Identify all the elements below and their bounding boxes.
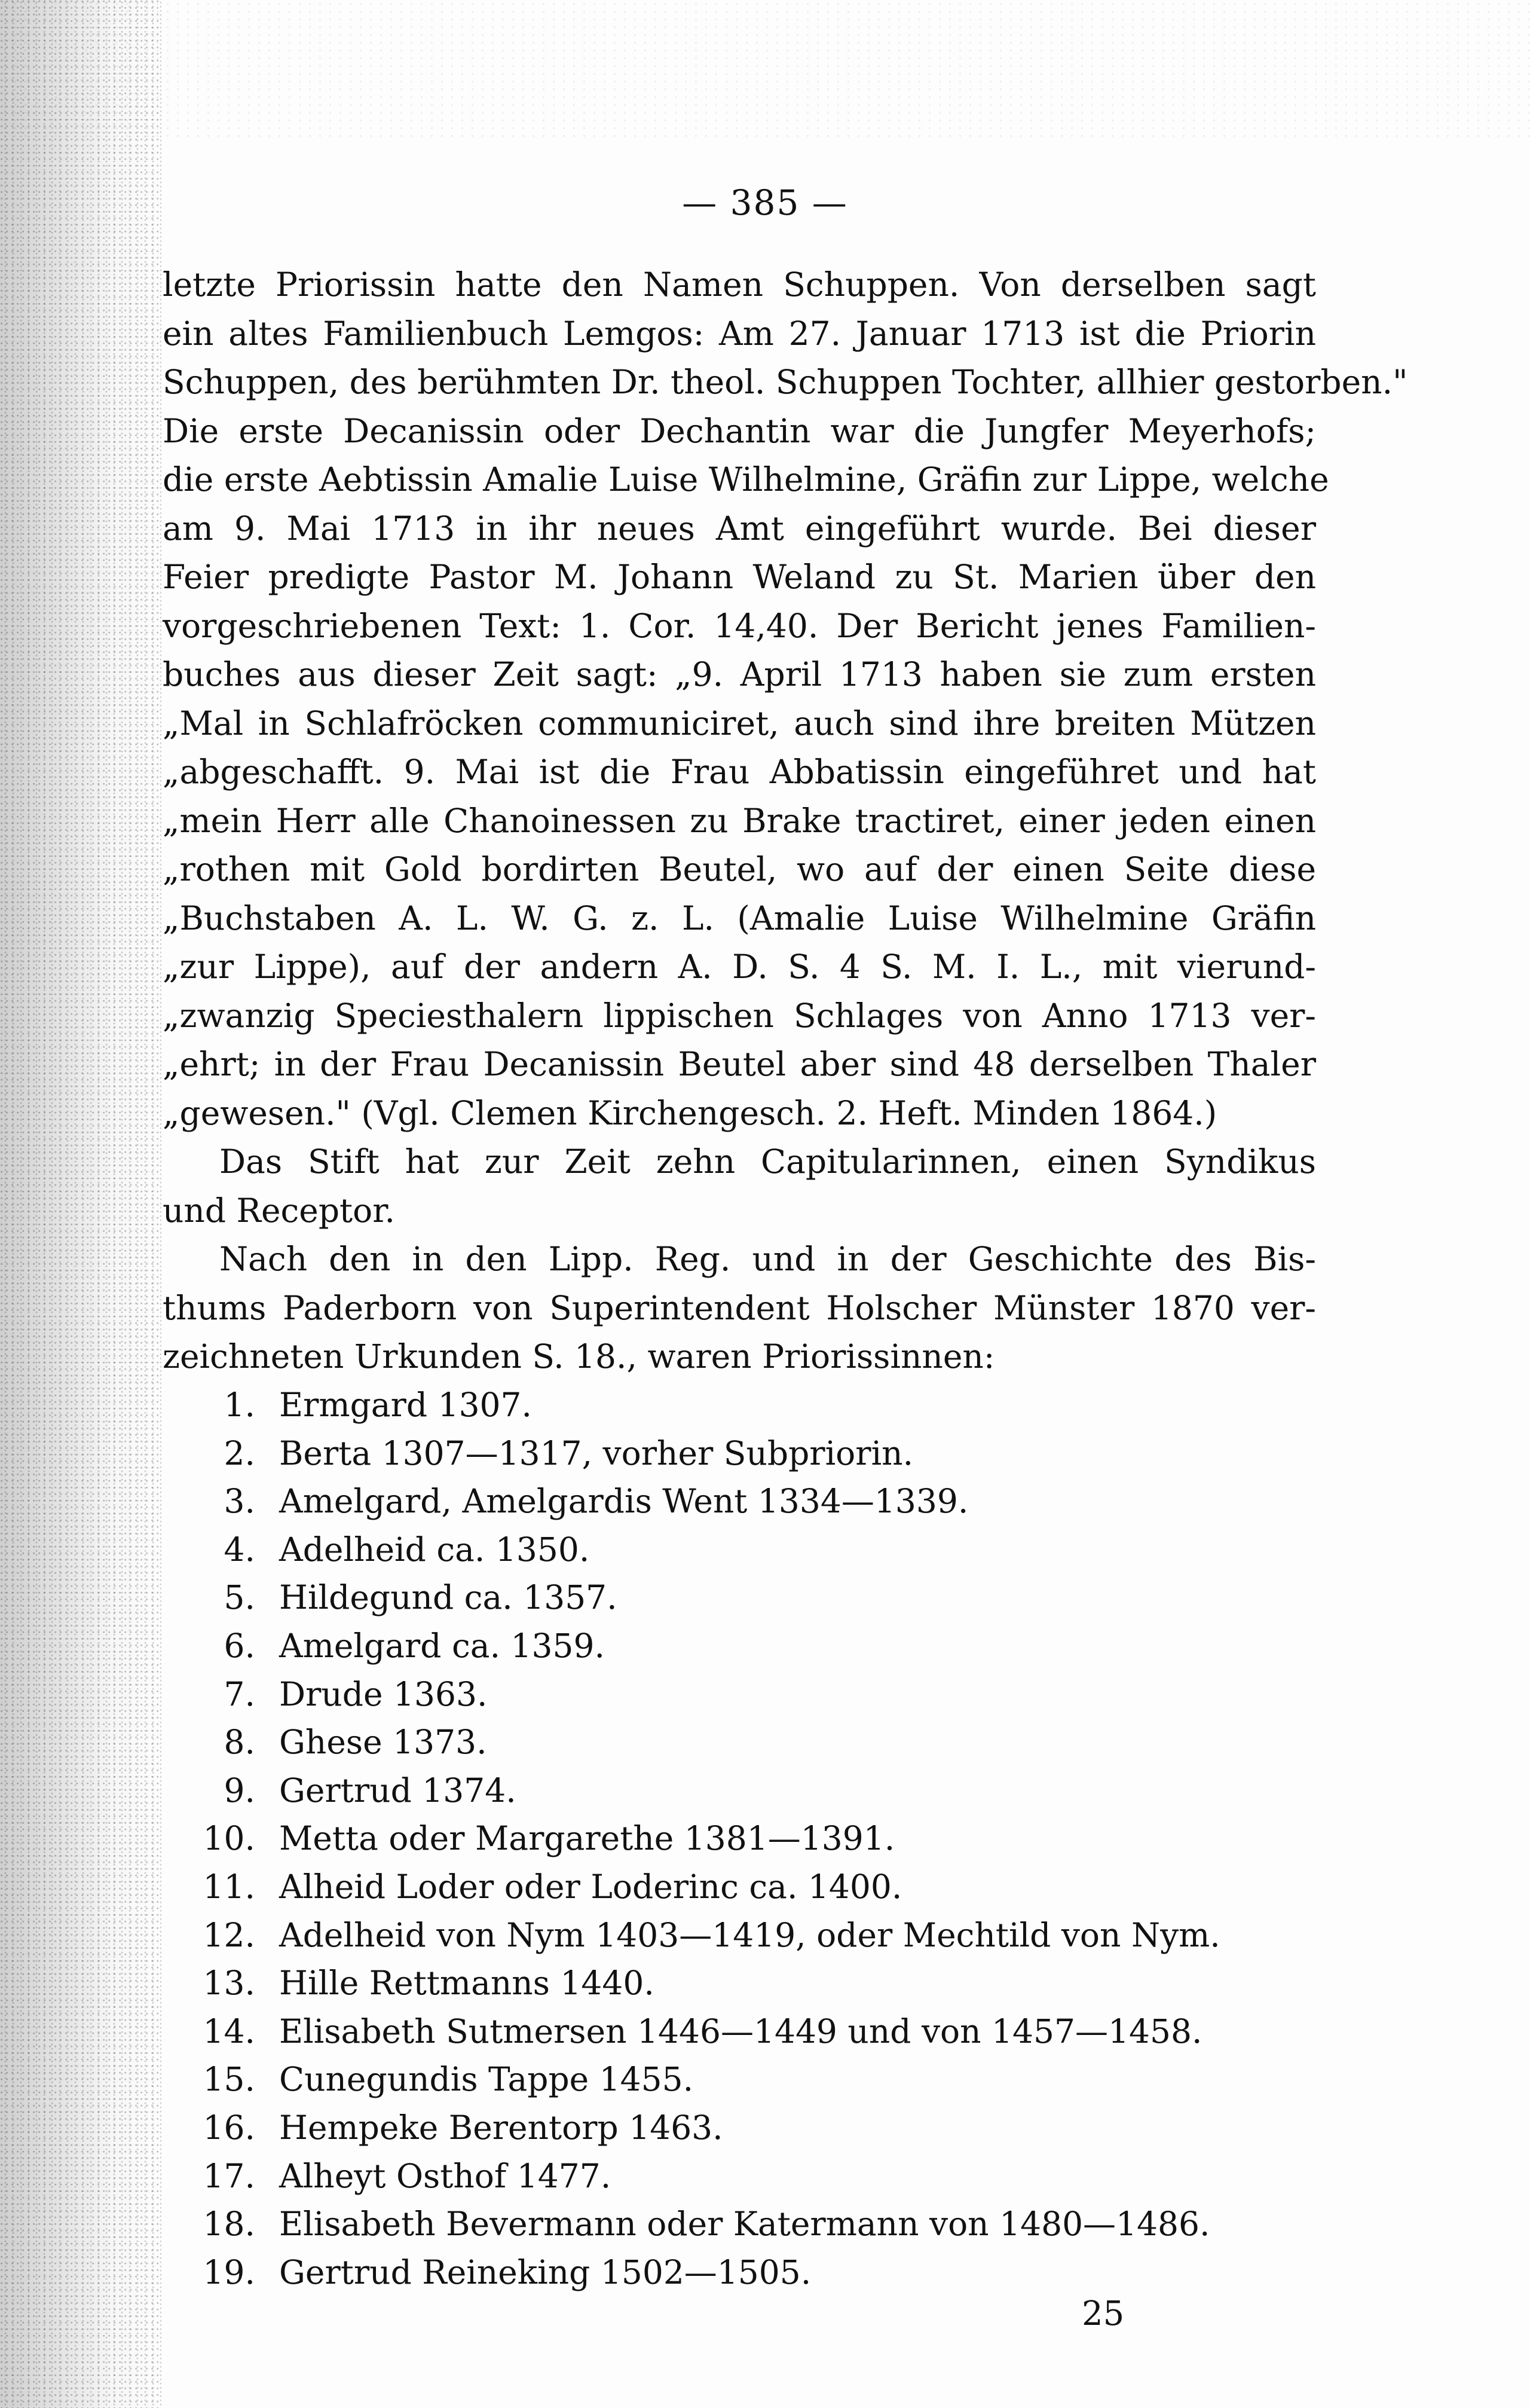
list-item-text: Berta 1307—1317, vorher Subpriorin.	[279, 1434, 914, 1472]
text-line: Feier predigte Pastor M. Johann Weland zu St. Marien über den	[163, 558, 1316, 596]
text-line: am 9. Mai 1713 in ihr neues Amt eingeführt wurde. Bei dieser	[163, 509, 1316, 548]
list-item	[163, 1670, 1316, 1719]
text-line: zeichneten Urkunden S. 18., waren Priorissinnen:	[163, 1337, 995, 1376]
list-item	[163, 1477, 1316, 1526]
list-item-number: 19.	[203, 2253, 255, 2291]
list-item	[163, 1381, 1316, 1429]
list-item-number: 8.	[224, 1723, 255, 1762]
list-item-number: 10.	[203, 1819, 255, 1858]
text-line: „Buchstaben A. L. W. G. z. L. (Amalie Luise Wilhelmine Gräfin	[163, 899, 1316, 937]
list-item-text: Amelgard, Amelgardis Went 1334—1339.	[279, 1482, 969, 1521]
list-item	[163, 2055, 1316, 2104]
text-line: „mein Herr alle Chanoinessen zu Brake tractiret, einer jeden einen	[163, 801, 1316, 840]
list-item-number: 3.	[224, 1482, 255, 1521]
text-line: und Receptor.	[163, 1191, 396, 1230]
list-item	[163, 1814, 1316, 1863]
list-item-text: Adelheid ca. 1350.	[279, 1530, 590, 1569]
list-item-text: Amelgard ca. 1359.	[279, 1626, 605, 1665]
list-item-number: 14.	[203, 2012, 255, 2051]
list-item-text: Hildegund ca. 1357.	[279, 1578, 617, 1617]
list-item	[163, 1911, 1316, 1960]
text-line: buches aus dieser Zeit sagt: „9. April 1713 haben sie zum ersten	[163, 655, 1316, 693]
text-line: „Mal in Schlafröcken communiciret, auch sind ihre breiten Mützen	[163, 704, 1316, 742]
list-item-number: 17.	[203, 2156, 255, 2195]
text-line: Die erste Decanissin oder Dechantin war die Jungfer Meyerhofs;	[163, 411, 1316, 450]
list-item-number: 9.	[224, 1771, 255, 1810]
list-item	[163, 2200, 1316, 2248]
text-line: „rothen mit Gold bordirten Beutel, wo auf der einen Seite diese	[163, 850, 1316, 888]
list-item-number: 2.	[224, 1434, 255, 1472]
page-number: — 385 —	[682, 182, 848, 223]
list-item-number: 1.	[224, 1386, 255, 1424]
list-item	[163, 1622, 1316, 1670]
list-item-text: Elisabeth Bevermann oder Katermann von 1480—1486.	[279, 2205, 1210, 2244]
text-line: die erste Aebtissin Amalie Luise Wilhelmine, Gräfin zur Lippe, welche	[163, 460, 1329, 499]
list-item-text: Hille Rettmanns 1440.	[279, 1964, 654, 2003]
list-item	[163, 2152, 1316, 2201]
list-item-number: 7.	[224, 1674, 255, 1713]
list-item	[163, 1573, 1316, 1622]
text-line: letzte Priorissin hatte den Namen Schuppen. Von derselben sagt	[163, 265, 1316, 304]
list-item	[163, 1959, 1316, 2007]
list-item-text: Ermgard 1307.	[279, 1386, 533, 1424]
priorissinnen-list	[163, 1381, 1316, 2296]
text-line: Das Stift hat zur Zeit zehn Capitularinnen, einen Syndikus	[219, 1142, 1316, 1181]
list-item	[163, 1718, 1316, 1767]
list-item-text: Gertrud Reineking 1502—1505.	[279, 2253, 812, 2291]
list-item-number: 18.	[203, 2205, 255, 2244]
list-item-number: 5.	[224, 1578, 255, 1617]
text-line: „zwanzig Speciesthalern lippischen Schlages von Anno 1713 ver-	[163, 996, 1316, 1035]
list-item-number: 15.	[203, 2060, 255, 2099]
list-item-text: Alheyt Osthof 1477.	[279, 2156, 611, 2195]
text-line: „ehrt; in der Frau Decanissin Beutel aber sind 48 derselben Thaler	[163, 1045, 1316, 1083]
scan-shadow-edge	[0, 0, 161, 2408]
list-item-text: Ghese 1373.	[279, 1723, 487, 1762]
scan-noise	[0, 0, 1530, 137]
list-item-text: Gertrud 1374.	[279, 1771, 516, 1810]
list-item	[163, 1863, 1316, 1911]
list-item-number: 11.	[203, 1867, 255, 1906]
list-item	[163, 1767, 1316, 1815]
text-line: ein altes Familienbuch Lemgos: Am 27. Januar 1713 ist die Priorin	[163, 314, 1316, 353]
signature-mark: 25	[1082, 2294, 1125, 2333]
text-line: „abgeschafft. 9. Mai ist die Frau Abbatissin eingeführet und hat	[163, 753, 1316, 791]
list-item-number: 13.	[203, 1964, 255, 2003]
list-item-number: 12.	[203, 1915, 255, 1954]
list-item	[163, 1429, 1316, 1478]
list-item	[163, 2007, 1316, 2056]
body-text	[163, 261, 1408, 1382]
list-item-text: Alheid Loder oder Loderinc ca. 1400.	[279, 1867, 902, 1906]
list-item	[163, 2104, 1316, 2152]
list-item-number: 4.	[224, 1530, 255, 1569]
list-item-number: 6.	[224, 1626, 255, 1665]
list-item-text: Drude 1363.	[279, 1674, 488, 1713]
text-line: Nach den in den Lipp. Reg. und in der Geschichte des Bis-	[219, 1240, 1316, 1278]
text-line: „zur Lippe), auf der andern A. D. S. 4 S. M. I. L., mit vierund-	[163, 948, 1316, 986]
text-line: thums Paderborn von Superintendent Holscher Münster 1870 ver-	[163, 1288, 1316, 1327]
list-item-text: Cunegundis Tappe 1455.	[279, 2060, 694, 2099]
list-item-number: 16.	[203, 2108, 255, 2147]
list-item-text: Metta oder Margarethe 1381—1391.	[279, 1819, 895, 1858]
list-item-text: Elisabeth Sutmersen 1446—1449 und von 1457—1458.	[279, 2012, 1202, 2051]
list-item	[163, 2248, 1316, 2297]
list-item-text: Adelheid von Nym 1403—1419, oder Mechtild von Nym.	[279, 1915, 1220, 1954]
text-line: Schuppen, des berühmten Dr. theol. Schuppen Tochter, allhier gestorben."	[163, 363, 1408, 401]
list-item-text: Hempeke Berentorp 1463.	[279, 2108, 723, 2147]
list-item	[163, 1526, 1316, 1574]
text-line: „gewesen." (Vgl. Clemen Kirchengesch. 2. Heft. Minden 1864.)	[163, 1093, 1217, 1132]
text-line: vorgeschriebenen Text: 1. Cor. 14,40. Der Bericht jenes Familien-	[163, 606, 1316, 645]
